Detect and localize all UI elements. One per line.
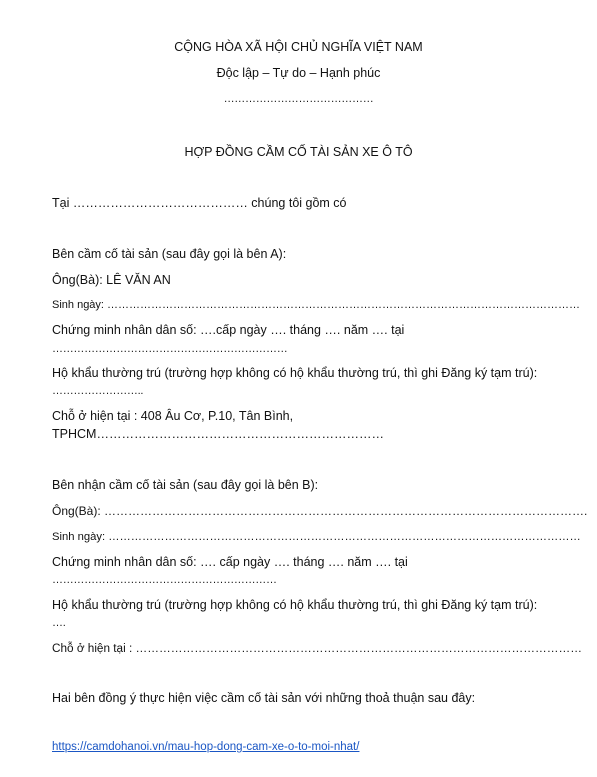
party-b-id-card: Chứng minh nhân dân số: …. cấp ngày …. tháng …. năm …. tại xyxy=(52,555,408,569)
party-b-household: Hộ khẩu thường trú (trường hợp không có hộ khẩu thường trú, thì ghi Đăng ký tạm trú): xyxy=(52,598,538,612)
party-b-residence: Chỗ ở hiện tại : …………………………………………………………………………………………………… xyxy=(52,642,582,655)
party-a-id-card-continued: ………………………………………………………… xyxy=(52,343,288,355)
party-b-heading: Bên nhận cầm cố tài sản (sau đây gọi là bên B): xyxy=(52,478,319,492)
party-a-household: Hộ khẩu thường trú (trường hợp không có hộ khẩu thường trú, thì ghi Đăng ký tạm trú): xyxy=(52,366,538,380)
source-link[interactable]: https://camdohanoi.vn/mau-hop-dong-cam-xe-o-to-moi-nhat/ xyxy=(52,741,360,753)
party-a-id-card: Chứng minh nhân dân số: ….cấp ngày …. tháng …. năm …. tại xyxy=(52,323,405,337)
contract-intro: Tại …………………………………… chúng tôi gồm có xyxy=(52,196,347,210)
party-a-heading: Bên cầm cố tài sản (sau đây gọi là bên A): xyxy=(52,247,287,261)
header-separator: …………………………………… xyxy=(223,93,374,105)
national-motto: Độc lập – Tự do – Hạnh phúc xyxy=(216,66,381,80)
country-header: CỘNG HÒA XÃ HỘI CHỦ NGHĨA VIỆT NAM xyxy=(174,40,423,54)
party-b-id-card-continued: ……………………………………………………… xyxy=(52,574,277,586)
agreement-statement: Hai bên đồng ý thực hiện việc cầm cố tài sản với những thoả thuận sau đây: xyxy=(52,691,476,705)
party-a-household-continued: …………………….. xyxy=(52,385,144,397)
party-b-birth: Sinh ngày: ……………………………………………………………………………………………………………… xyxy=(52,531,581,543)
party-a-residence: Chỗ ở hiện tại : 408 Âu Cơ, P.10, Tân Bình, xyxy=(52,409,294,423)
party-b-household-continued: …. xyxy=(52,617,66,629)
party-a-birth: Sinh ngày: ………………………………………………………………………………………………………………… xyxy=(52,299,581,311)
party-b-name: Ông(Bà): …………………………………………………………………………………………………………. xyxy=(52,504,588,518)
party-a-residence-continued: TPHCM…………………………………………………………… xyxy=(52,427,384,441)
contract-title: HỢP ĐỒNG CẦM CỐ TÀI SẢN XE Ô TÔ xyxy=(184,145,413,159)
party-a-name: Ông(Bà): LÊ VĂN AN xyxy=(52,273,171,287)
